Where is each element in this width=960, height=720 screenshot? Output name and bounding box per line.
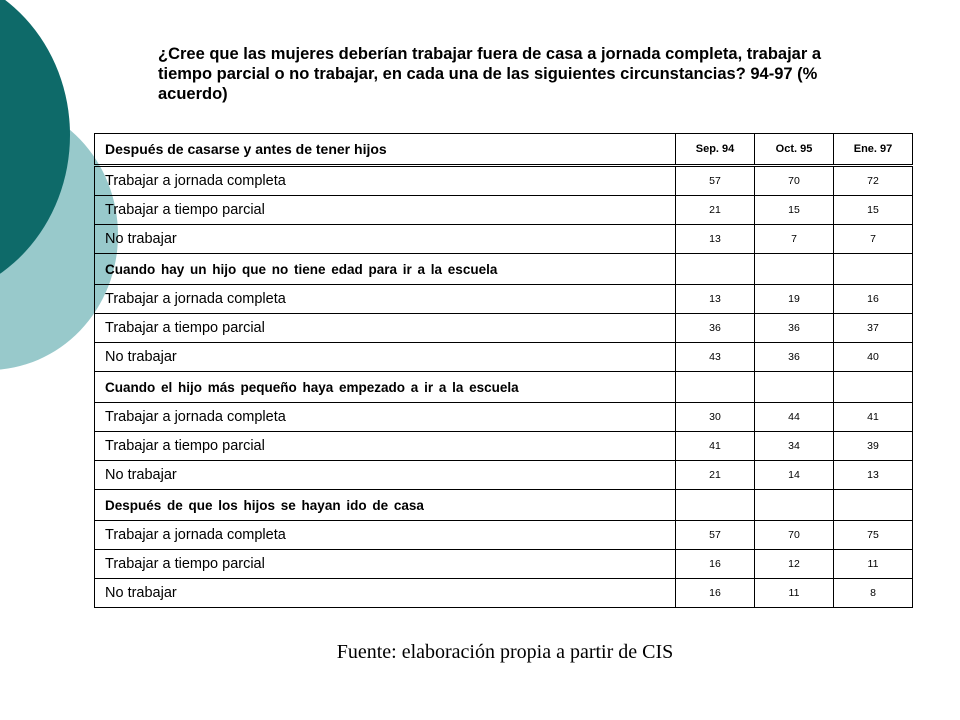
value-cell: 70 — [755, 166, 834, 196]
row-label: No trabajar — [95, 579, 676, 608]
value-cell: 41 — [834, 403, 913, 432]
row-label: Trabajar a tiempo parcial — [95, 314, 676, 343]
table-row — [95, 225, 913, 254]
value-cell: 11 — [834, 550, 913, 579]
value-cell: 36 — [755, 343, 834, 372]
table-row — [95, 521, 913, 550]
value-cell: 40 — [834, 343, 913, 372]
row-label: Trabajar a tiempo parcial — [95, 196, 676, 225]
table-row — [95, 343, 913, 372]
value-cell: 14 — [755, 461, 834, 490]
value-cell: 13 — [834, 461, 913, 490]
table-row — [95, 550, 913, 579]
table-row — [95, 579, 913, 608]
empty-cell — [834, 254, 913, 285]
section-label: Después de que los hijos se hayan ido de casa — [95, 490, 676, 521]
table-row — [95, 166, 913, 196]
page-title: ¿Cree que las mujeres deberían trabajar fuera de casa a jornada completa, trabajar a tiempo parcial o no trabajar, en cada una de las siguientes circunstancias? 94-97 (% acuerdo) — [158, 45, 822, 103]
row-label: Trabajar a jornada completa — [95, 285, 676, 314]
row-label: Trabajar a jornada completa — [95, 521, 676, 550]
value-cell: 44 — [755, 403, 834, 432]
value-cell: 19 — [755, 285, 834, 314]
row-label: Trabajar a jornada completa — [95, 403, 676, 432]
value-cell: 16 — [676, 550, 755, 579]
table-row — [95, 432, 913, 461]
value-cell: 41 — [676, 432, 755, 461]
section-label: Cuando hay un hijo que no tiene edad para ir a la escuela — [95, 254, 676, 285]
section-header-row — [95, 254, 913, 285]
empty-cell — [755, 254, 834, 285]
survey-table-body — [95, 134, 913, 608]
column-header: Ene. 97 — [834, 134, 913, 166]
header-section-label: Después de casarse y antes de tener hijos — [95, 134, 676, 166]
value-cell: 36 — [676, 314, 755, 343]
value-cell: 43 — [676, 343, 755, 372]
column-header: Oct. 95 — [755, 134, 834, 166]
row-label: Trabajar a tiempo parcial — [95, 432, 676, 461]
empty-cell — [834, 490, 913, 521]
table-row — [95, 196, 913, 225]
value-cell: 7 — [834, 225, 913, 254]
empty-cell — [834, 372, 913, 403]
value-cell: 13 — [676, 225, 755, 254]
section-label: Cuando el hijo más pequeño haya empezado a ir a la escuela — [95, 372, 676, 403]
value-cell: 8 — [834, 579, 913, 608]
section-header-row — [95, 490, 913, 521]
value-cell: 75 — [834, 521, 913, 550]
value-cell: 15 — [755, 196, 834, 225]
row-label: Trabajar a jornada completa — [95, 166, 676, 196]
empty-cell — [676, 490, 755, 521]
value-cell: 39 — [834, 432, 913, 461]
value-cell: 57 — [676, 521, 755, 550]
value-cell: 34 — [755, 432, 834, 461]
row-label: Trabajar a tiempo parcial — [95, 550, 676, 579]
table-header-row — [95, 134, 913, 166]
value-cell: 21 — [676, 196, 755, 225]
empty-cell — [755, 372, 834, 403]
table-row — [95, 403, 913, 432]
table-row — [95, 461, 913, 490]
section-header-row — [95, 372, 913, 403]
value-cell: 37 — [834, 314, 913, 343]
table-row — [95, 314, 913, 343]
table-row — [95, 285, 913, 314]
source-caption: Fuente: elaboración propia a partir de CIS — [336, 641, 674, 663]
row-label: No trabajar — [95, 225, 676, 254]
value-cell: 7 — [755, 225, 834, 254]
value-cell: 11 — [755, 579, 834, 608]
value-cell: 21 — [676, 461, 755, 490]
value-cell: 12 — [755, 550, 834, 579]
value-cell: 13 — [676, 285, 755, 314]
value-cell: 30 — [676, 403, 755, 432]
value-cell: 16 — [834, 285, 913, 314]
column-header: Sep. 94 — [676, 134, 755, 166]
empty-cell — [676, 254, 755, 285]
value-cell: 70 — [755, 521, 834, 550]
value-cell: 36 — [755, 314, 834, 343]
empty-cell — [755, 490, 834, 521]
empty-cell — [676, 372, 755, 403]
value-cell: 15 — [834, 196, 913, 225]
row-label: No trabajar — [95, 343, 676, 372]
row-label: No trabajar — [95, 461, 676, 490]
survey-table — [94, 133, 913, 608]
value-cell: 57 — [676, 166, 755, 196]
value-cell: 16 — [676, 579, 755, 608]
value-cell: 72 — [834, 166, 913, 196]
